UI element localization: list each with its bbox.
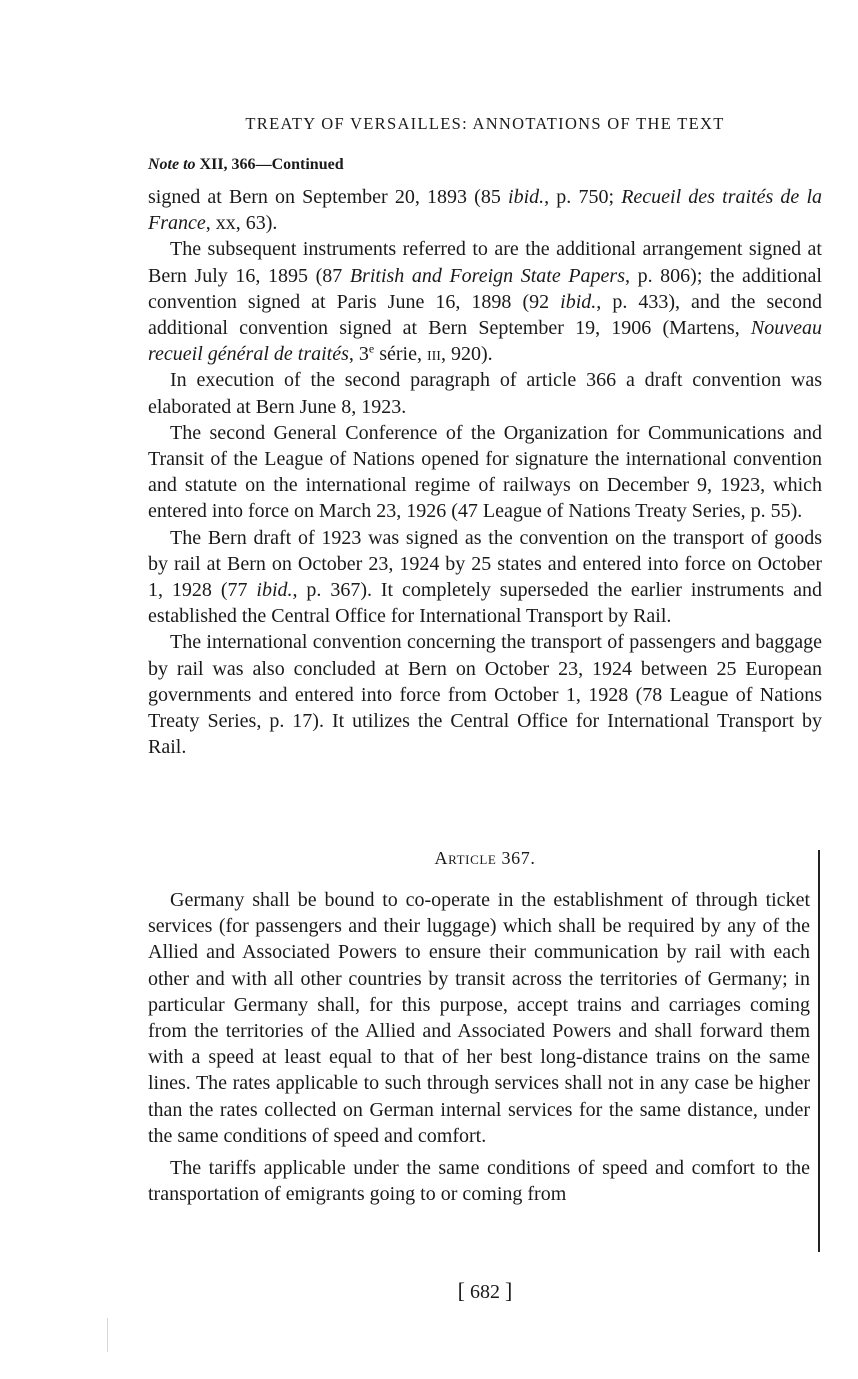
text-segment: série, — [374, 343, 427, 366]
text-segment: The Bern draft of 1923 was signed as the convention on the transport of goods by rail at Bern on October 23, 1924 by 25 states and entered into force on October 1, 1928 (77 — [148, 526, 822, 602]
article-paragraph: Germany shall be bound to co-operate in the establishment of through ticket services (for passengers and their luggage) which shall be required by any of the Allied and Associated Powers to ensure their communication by rail with each other and with all other countries by transit across the territories of Germany; in particular Germany shall, for this purpose, accept trains and carriages coming from the territories of the Allied and Associated Powers and shall forward them with a speed at least equal to that of her best long-distance trains on the same lines. The rates applicable to such through services shall not in any case be higher than the rates collected on German internal services for the same distance, under the same conditions of speed and comfort. — [148, 889, 810, 1147]
note-label — [148, 156, 344, 174]
text-segment: ibid. — [256, 579, 293, 602]
annotation-paragraph — [148, 367, 822, 419]
page-number-open-bracket: [ — [457, 1278, 465, 1303]
article-heading: Article 367. — [434, 848, 536, 868]
text-segment: iii — [426, 343, 441, 366]
page-number-close-bracket: ] — [505, 1278, 513, 1303]
text-segment: , 3 — [348, 343, 369, 366]
text-segment: , p. 750; — [544, 186, 622, 208]
annotation-paragraph — [148, 420, 822, 525]
annotation-paragraph — [148, 525, 822, 630]
article-paragraph: The tariffs applicable under the same conditions of speed and comfort to the transportation of emigrants going to or coming from — [148, 1157, 810, 1206]
text-segment: , 920). — [440, 343, 493, 366]
text-segment: , p. 806); the additional convention signed at Paris June 16, 1898 (92 — [148, 264, 822, 313]
text-segment: The second General Conference of the Organization for Communications and Transit of the League of Nations opened for signature the international convention and statute on the international regime of railways on December 9, 1923, which entered into force on March 23, 1926 (47 League of Nations Treaty Series, p. 55). — [148, 421, 822, 523]
article-text — [148, 887, 810, 1207]
text-segment: , xx, 63). — [205, 212, 278, 235]
note-reference: XII, 366 — [199, 156, 256, 173]
text-segment: , p. 367). It completely superseded the earlier instruments and established the Central Office for International Transport by Rail. — [148, 579, 822, 628]
annotation-paragraph — [148, 236, 822, 367]
margin-rule — [818, 850, 820, 1252]
annotation-paragraph — [148, 629, 822, 760]
text-segment: , p. 433), and the second additional convention signed at Bern September 19, 1906 (Martens, — [148, 290, 822, 340]
text-segment: The subsequent instruments referred to are the additional arrangement signed at Bern July 16, 1895 (87 — [148, 238, 822, 287]
text-segment: Recueil des traités de la France — [148, 186, 823, 235]
text-segment: In execution of the second paragraph of article 366 a draft convention was elaborated at Bern June 8, 1923. — [148, 369, 822, 418]
running-head: TREATY OF VERSAILLES: ANNOTATIONS OF THE TEXT — [245, 114, 725, 133]
annotation-paragraph — [148, 184, 822, 236]
page-number — [148, 1278, 822, 1304]
note-suffix: —Continued — [255, 156, 344, 173]
text-segment: British and Foreign State Papers — [349, 264, 625, 287]
annotation-body — [148, 184, 822, 760]
note-prefix: Note to — [148, 156, 196, 173]
text-segment: e — [368, 341, 375, 356]
text-segment: ibid. — [560, 290, 597, 313]
text-segment: The international convention concerning the transport of passengers and baggage by rail was also concluded at Bern on October 23, 1924 between 25 European governments and entered into force from October 1, 1928 (78 League of Nations Treaty Series, p. 17). It utilizes the Central Office for International Transport by Rail. — [148, 631, 822, 759]
scan-mark — [107, 1318, 108, 1352]
text-segment: Nouveau recueil général de traités — [148, 317, 822, 366]
text-segment: ibid. — [508, 186, 545, 208]
page-number-value: 682 — [470, 1281, 500, 1303]
text-segment: signed at Bern on September 20, 1893 (85 — [148, 186, 509, 208]
